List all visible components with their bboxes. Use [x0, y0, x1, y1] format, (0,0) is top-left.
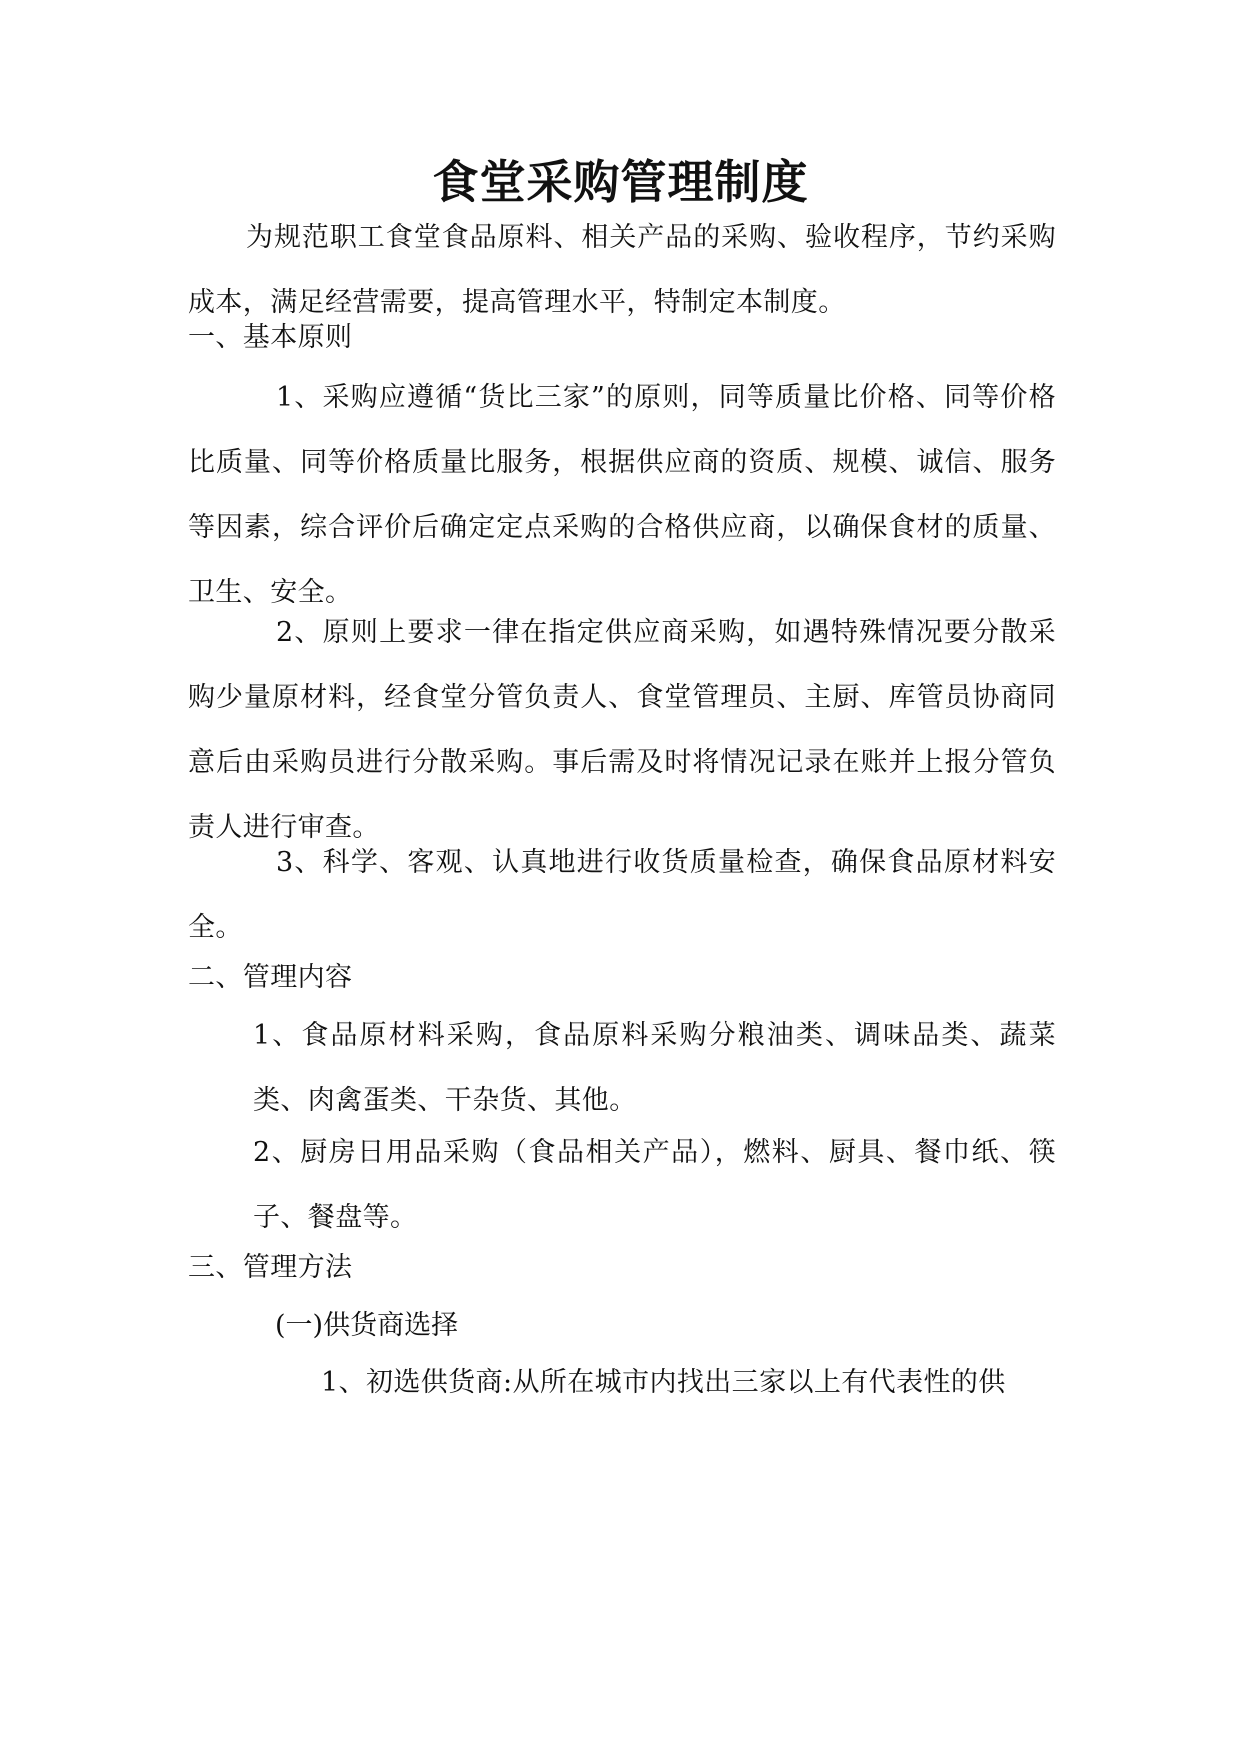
principle-item-3: 3、科学、客观、认真地进行收货质量检查，确保食品原材料安全。 [188, 847, 1056, 943]
principle-item-1: 1、采购应遵循“货比三家”的原则，同等质量比价格、同等价格比质量、同等价格质量比服务，根据供应商的资质、规模、诚信、服务等因素，综合评价后确定定点采购的合格供应商，以确保食材的质量、卫生、安全。 [188, 382, 1056, 608]
method-item-1: 1、初选供货商:从所在城市内找出三家以上有代表性的供 [321, 1367, 1006, 1398]
subsection-heading-supplier-selection: (一)供货商选择 [275, 1310, 459, 1341]
intro-paragraph: 为规范职工食堂食品原料、相关产品的采购、验收程序，节约采购成本，满足经营需要，提高管理水平，特制定本制度。 [188, 222, 1056, 318]
content-item-2: 2、厨房日用品采购（食品相关产品），燃料、厨具、餐巾纸、筷子、餐盘等。 [253, 1137, 1056, 1233]
section-heading-content: 二、管理内容 [188, 962, 353, 993]
section-heading-principles: 一、基本原则 [188, 322, 353, 353]
document-title: 食堂采购管理制度 [432, 155, 809, 209]
section-heading-methods: 三、管理方法 [188, 1252, 353, 1283]
content-item-1: 1、食品原材料采购，食品原料采购分粮油类、调味品类、蔬菜类、肉禽蛋类、干杂货、其他。 [253, 1020, 1056, 1116]
principle-item-2: 2、原则上要求一律在指定供应商采购，如遇特殊情况要分散采购少量原材料，经食堂分管负责人、食堂管理员、主厨、库管员协商同意后由采购员进行分散采购。事后需及时将情况记录在账并上报分管负责人进行审查。 [188, 617, 1056, 843]
